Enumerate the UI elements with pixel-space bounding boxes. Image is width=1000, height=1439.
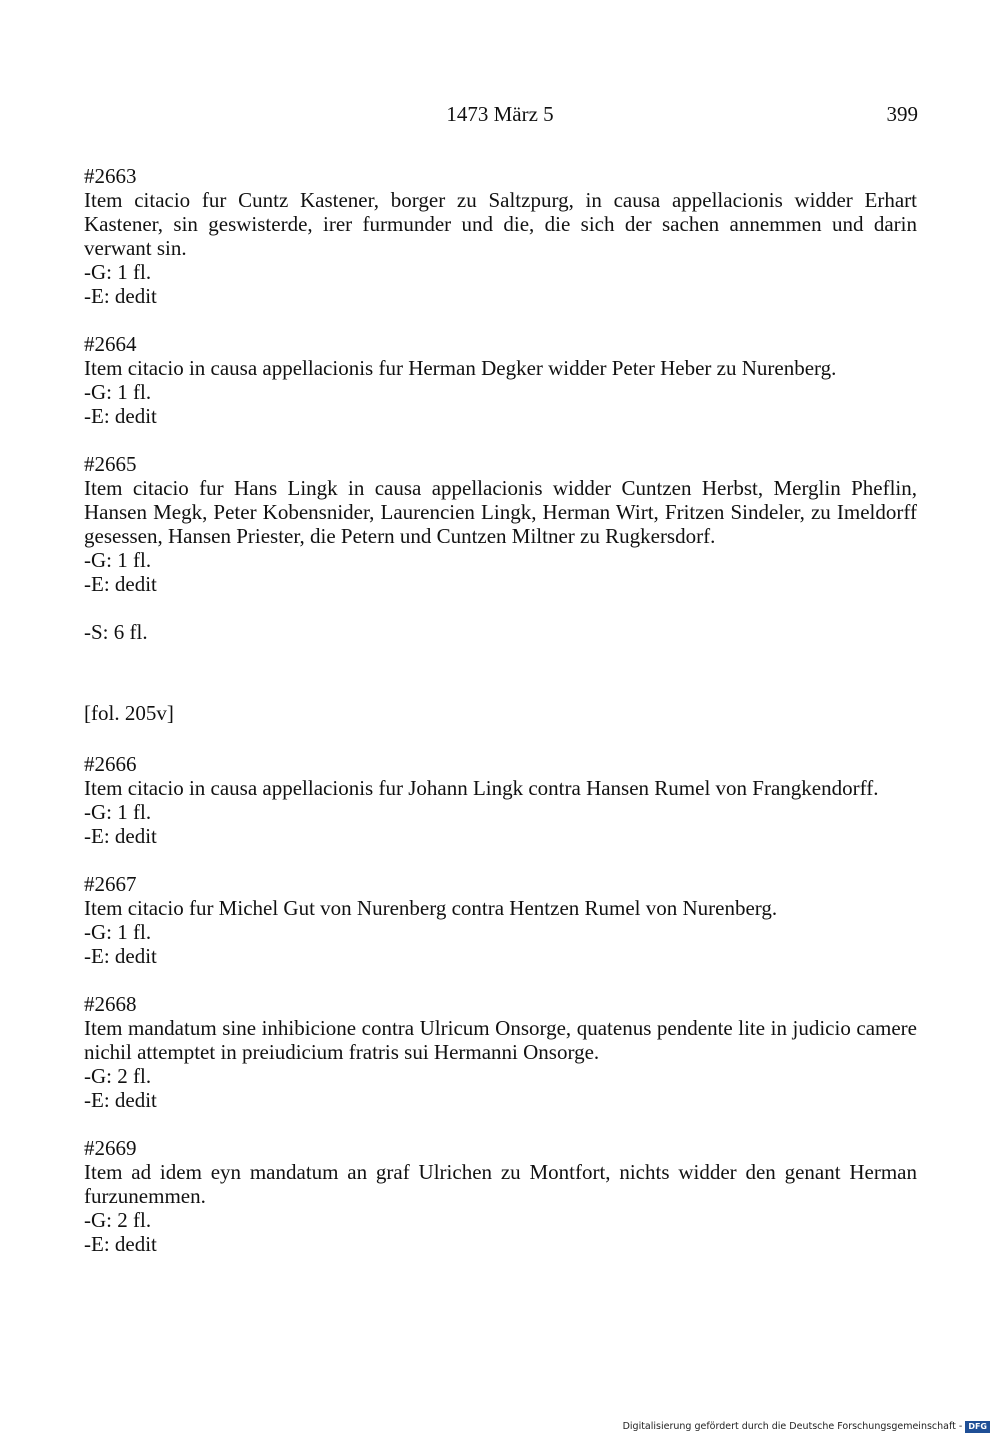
entry-text: Item citacio fur Hans Lingk in causa appellacionis widder Cuntzen Herbst, Merglin Pheflin, Hansen Megk, Peter Kobensnider, Laurencien Lingk, Herman Wirt, Fritzen Sindeler, zu Imeldorff gesessen, Hansen Priester, die Petern und Cuntzen Miltner zu Rugkersdorf. [84, 476, 917, 548]
entry-fee-e: -E: dedit [84, 404, 157, 428]
entry-number: #2663 [84, 164, 137, 188]
entry-2664 [84, 332, 917, 428]
page-number: 399 [886, 102, 918, 126]
entry-2669 [84, 1136, 917, 1256]
entry-text: Item citacio in causa appellacionis fur Herman Degker widder Peter Heber zu Nurenberg. [84, 356, 837, 380]
entry-fee-g: -G: 1 fl. [84, 920, 152, 944]
digitization-credit [623, 1420, 990, 1433]
entry-text: Item citacio fur Michel Gut von Nurenberg contra Hentzen Rumel von Nurenberg. [84, 896, 778, 920]
entry-fee-g: -G: 1 fl. [84, 380, 152, 404]
entry-fee-g: -G: 1 fl. [84, 260, 152, 284]
entry-fee-e: -E: dedit [84, 284, 157, 308]
entry-2668 [84, 992, 917, 1112]
entry-2663 [84, 164, 917, 308]
entry-fee-g: -G: 2 fl. [84, 1064, 152, 1088]
entry-fee-e: -E: dedit [84, 1232, 157, 1256]
entry-text: Item ad idem eyn mandatum an graf Ulrichen zu Montfort, nichts widder den genant Herman furzunemmen. [84, 1160, 917, 1208]
sum-total: -S: 6 fl. [84, 620, 148, 644]
credit-text: Digitalisierung gefördert durch die Deutsche Forschungsgemeinschaft - [622, 1421, 963, 1432]
entry-text: Item citacio fur Cuntz Kastener, borger zu Saltzpurg, in causa appellacionis widder Erhart Kastener, sin geswisterde, irer furmunder und die, die sich der sachen annemmen und darin verwant sin. [84, 188, 917, 260]
entry-number: #2669 [84, 1136, 137, 1160]
entry-2666 [84, 752, 917, 848]
entry-fee-g: -G: 1 fl. [84, 800, 152, 824]
entry-number: #2664 [84, 332, 137, 356]
entry-fee-e: -E: dedit [84, 1088, 157, 1112]
entry-number: #2665 [84, 452, 137, 476]
entry-text: Item mandatum sine inhibicione contra Ulricum Onsorge, quatenus pendente lite in judicio camere nichil attemptet in preiudicium fratris sui Hermanni Onsorge. [84, 1016, 917, 1064]
running-header-date: 1473 März 5 [446, 102, 554, 126]
entry-fee-e: -E: dedit [84, 944, 157, 968]
folio-marker: [fol. 205v] [84, 701, 174, 725]
entry-2665 [84, 452, 917, 596]
entry-number: #2668 [84, 992, 137, 1016]
entry-fee-e: -E: dedit [84, 572, 157, 596]
entry-fee-g: -G: 2 fl. [84, 1208, 152, 1232]
entry-number: #2667 [84, 872, 137, 896]
document-body [84, 164, 917, 1280]
entry-fee-e: -E: dedit [84, 824, 157, 848]
entry-number: #2666 [84, 752, 137, 776]
entry-2667 [84, 872, 917, 968]
entry-fee-g: -G: 1 fl. [84, 548, 152, 572]
entry-text: Item citacio in causa appellacionis fur Johann Lingk contra Hansen Rumel von Frangkendorff. [84, 776, 879, 800]
dfg-logo-icon: DFG [965, 1421, 990, 1433]
